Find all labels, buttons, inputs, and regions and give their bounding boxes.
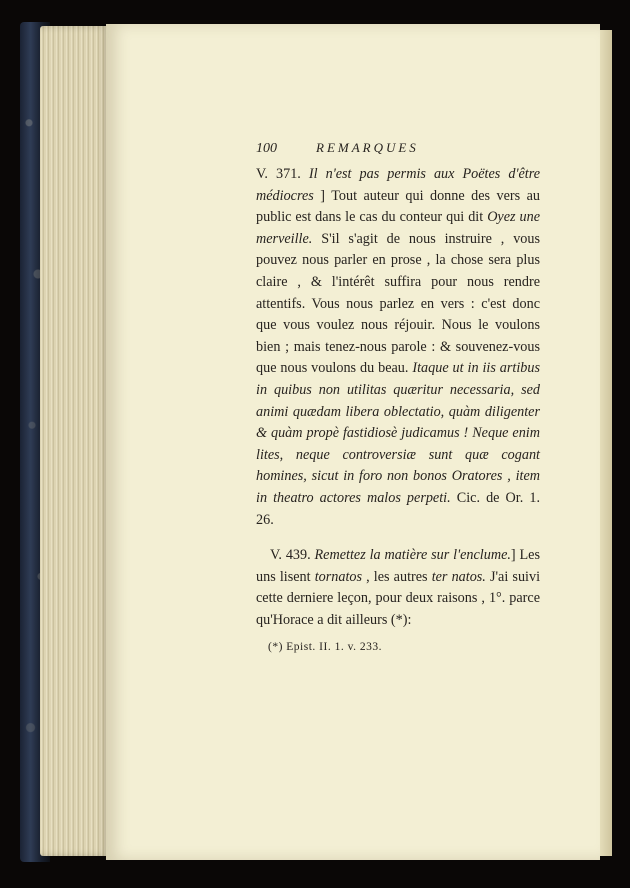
note-ref: V. 371.	[256, 166, 301, 182]
note-text: J'ai suivi cette derniere leçon, pour deux raisons , 1°. parce qu'Horace a dit ailleurs (*):	[256, 568, 541, 628]
note-text: S'il s'agit de nous instruire , vous pouvez nous parler en prose , la chose sera plus claire , & l'intérêt suffira pour nous rendre attentifs. Vous nous parlez en vers : c'est donc que vous voulez nous réjouir. Nous le voulons bien ; mais tenez-nous parole : & souvenez-vous que nous voulons du beau.	[256, 230, 541, 377]
note-text: , les autres	[366, 568, 428, 585]
lemma-bracket: ]	[320, 187, 325, 204]
note-text: Tout auteur qui donne des vers au public est dans le cas du conteur qui dit	[256, 187, 541, 226]
note-italic: tornatos	[314, 568, 363, 585]
text-block	[256, 140, 540, 653]
note-italic: ter natos.	[431, 568, 486, 585]
note-ref: V. 439.	[270, 547, 311, 564]
page-header	[256, 140, 540, 162]
note-italic: Oyez une merveille.	[256, 209, 541, 247]
latin-quotation: Itaque ut in iis artibus in quibus non utilitas quæritur necessaria, sed animi quædam libera oblectatio, quàm diligenter & quàm propè fastidiosè judicamus ! Neque enim lites, neque controversiæ sunt quæ cogant homines, sicut in foro non bonos Oratores , item in theatro actores malos perpeti.	[256, 360, 540, 506]
lemma-bracket: ]	[510, 547, 516, 564]
note-text: Les uns lisent	[256, 547, 541, 585]
page-edges	[40, 26, 110, 856]
page-number: 100	[256, 141, 277, 156]
note-lemma: Il n'est pas permis aux Poëtes d'être médiocres	[256, 166, 541, 204]
footnote: (*) Epist. II. 1. v. 233.	[268, 641, 382, 654]
facing-page-edge	[600, 30, 612, 856]
note-371	[256, 164, 540, 531]
note-439	[256, 545, 540, 631]
running-head: REMARQUES	[316, 140, 419, 155]
citation: Cic. de Or. 1. 26.	[256, 489, 540, 528]
note-lemma: Remettez la matière sur l'enclume.	[314, 547, 511, 564]
